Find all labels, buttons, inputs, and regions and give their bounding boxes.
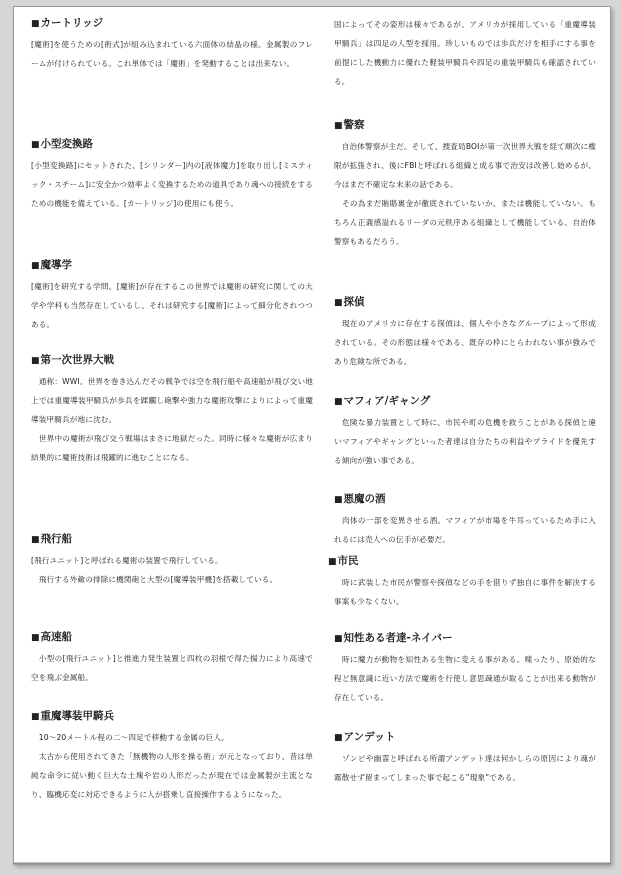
- entry-body: 肉体の一部を変異させる酒。マフィアが市場を牛耳っているため手に入れるには売人への伝手が必要だ。: [334, 516, 596, 544]
- entry-title: ■悪魔の酒: [334, 493, 386, 505]
- entry-title: ■重魔導装甲騎兵: [31, 710, 115, 722]
- entry-body: 小型の[飛行ユニット]と推進力発生装置と四枚の羽根で得た揚力により高速で空を飛ぶ金属船。: [31, 654, 313, 682]
- entry-body: 通称：WWI。世界を巻き込んだその戦争では空を飛行船や高速船が飛び交い地上では重魔導装甲騎兵が歩兵を蹂躙し砲撃や強力な魔術攻撃によりによって重魔導装甲騎兵が地に沈む。 世界中の魔術が飛び交う戦場はまさに地獄だった。同時に様々な魔術が広まり結果的に魔術技術は飛躍的に進むことになる。: [31, 377, 313, 462]
- square-bullet-icon: ■: [334, 121, 343, 131]
- entry-title: ■知性ある者達-ネイバー: [334, 632, 453, 644]
- entry-devil-liquor: [334, 493, 596, 549]
- entry-body: 時に武装した市民が警察や探偵などの手を借りず独自に事件を解決する事案も少なくない。: [334, 578, 596, 606]
- entry-title: ■小型変換路: [31, 138, 94, 150]
- entry-body: [小型変換路]にセットされた、[シリンダー]内の[液体魔力]を取り出し[ミスティック・スチーム]に安全かつ効率よく変換するための道具であり魂への接続をするための機能を備えている。[カートリッジ]の使用にも使う。: [31, 161, 313, 208]
- entry-body: 自治体警察が主だ。そして、捜査局BOIが第一次世界大戦を経て順次に権限が拡張され、後にFBIと呼ばれる組織と成る事で治安は改善し始めるが、今はまだ不確定な未来の話である。 その為まだ賄賂裏金が徹底されていないか、または機能していない。もちろん正義感溢れるリーダの元秩序ある組織として機能している、自治体警察もあるだろう。: [334, 142, 596, 246]
- square-bullet-icon: ■: [328, 557, 337, 567]
- entry-fast-ship: [31, 631, 313, 687]
- entry-title: ■探偵: [334, 296, 365, 308]
- page-shadow: [13, 862, 611, 865]
- entry-world-war-one: [31, 354, 313, 467]
- entry-body: [魔術]を使うための[術式]が組み込まれている六面体の結晶の様。金属製のフレームが付けられている。これ単体では「魔術」を発動することは出来ない。: [31, 40, 313, 68]
- entry-title: ■飛行船: [31, 533, 73, 545]
- entry-body: 時に魔力が動物を知性ある生物に変える事がある。喋ったり、原始的な程ど無意識に近い方法で魔術を行使し意思疎通が取ることが出来る動物が存在している。: [334, 655, 596, 702]
- entry-neighbor: [334, 632, 596, 707]
- entry-title: ■警察: [334, 119, 365, 131]
- document-page: [13, 6, 611, 864]
- entry-title: ■第一次世界大戦: [31, 354, 115, 366]
- square-bullet-icon: ■: [31, 19, 40, 29]
- entry-title: ■カートリッジ: [31, 17, 104, 29]
- square-bullet-icon: ■: [31, 633, 40, 643]
- entry-body: 危険な暴力装置として時に、市民や町の危機を救うことがある探偵と違いマフィアやギャングといった者達は自分たちの利益やプライドを優先する傾向が強い事である。: [334, 418, 596, 465]
- square-bullet-icon: ■: [334, 634, 343, 644]
- entry-body: [魔術]を研究する学問。[魔術]が存在するこの世界では魔術の研究に関しての大学や学科も当然存在しているし、それは研究する[魔術]によって細分化されつつある。: [31, 282, 313, 329]
- square-bullet-icon: ■: [334, 298, 343, 308]
- square-bullet-icon: ■: [31, 261, 40, 271]
- entry-title: ■アンデット: [334, 731, 396, 743]
- square-bullet-icon: ■: [334, 733, 343, 743]
- entry-body: ゾンビや幽霊と呼ばれる所謂アンデット達は何かしらの原因により魂が霧散せず留まってしまった事で起こる”現象”である。: [334, 754, 596, 782]
- entry-citizens: [328, 555, 596, 611]
- entry-body: 10～20メートル程の二～四足で移動する金属の巨人。 太古から使用されてきた「無機物の人形を操る術」が元となっており、昔は単純な命令に従い動く巨大な土塊や岩の人形だったが現在では金属製が主流となり、臨機応変に対応できるように人が搭乗し直接操作するようになった。: [31, 733, 313, 799]
- square-bullet-icon: ■: [31, 356, 40, 366]
- entry-body: 国によってその姿形は様々であるが、アメリカが採用している「重魔導装甲騎兵」は四足の人型を採用。珍しいものでは歩兵だけを相手にする事を前提にした機動力に優れた軽装甲騎兵や四足の重装甲騎兵も確認されている。: [334, 20, 596, 86]
- entry-title: ■魔導学: [31, 259, 73, 271]
- entry-title: ■市民: [328, 555, 359, 567]
- entry-heavy-armored-cavalry: [31, 710, 313, 804]
- entry-airship: [31, 533, 313, 589]
- square-bullet-icon: ■: [334, 397, 343, 407]
- entry-cavalry-continued: [334, 15, 596, 91]
- entry-mafia-gang: [334, 395, 596, 470]
- square-bullet-icon: ■: [334, 495, 343, 505]
- entry-body: [飛行ユニット]と呼ばれる魔術の装置で飛行している。 飛行する外敵の排除に機関砲と大型の[魔導装甲機]を搭載している。: [31, 556, 278, 584]
- entry-title: ■マフィア/ギャング: [334, 395, 431, 407]
- entry-detective: [334, 296, 596, 371]
- entry-cartridge: [31, 17, 313, 73]
- entry-body: 現在のアメリカに存在する探偵は、個人や小さなグループによって形成されている。その形態は様々である、既存の枠にとらわれない事が強みであり危険な所である。: [334, 319, 596, 366]
- square-bullet-icon: ■: [31, 712, 40, 722]
- entry-title: ■高速船: [31, 631, 73, 643]
- square-bullet-icon: ■: [31, 535, 40, 545]
- entry-magic-studies: [31, 259, 313, 334]
- entry-police: [334, 119, 596, 251]
- square-bullet-icon: ■: [31, 140, 40, 150]
- entry-undead: [334, 731, 596, 787]
- entry-small-converter: [31, 138, 313, 213]
